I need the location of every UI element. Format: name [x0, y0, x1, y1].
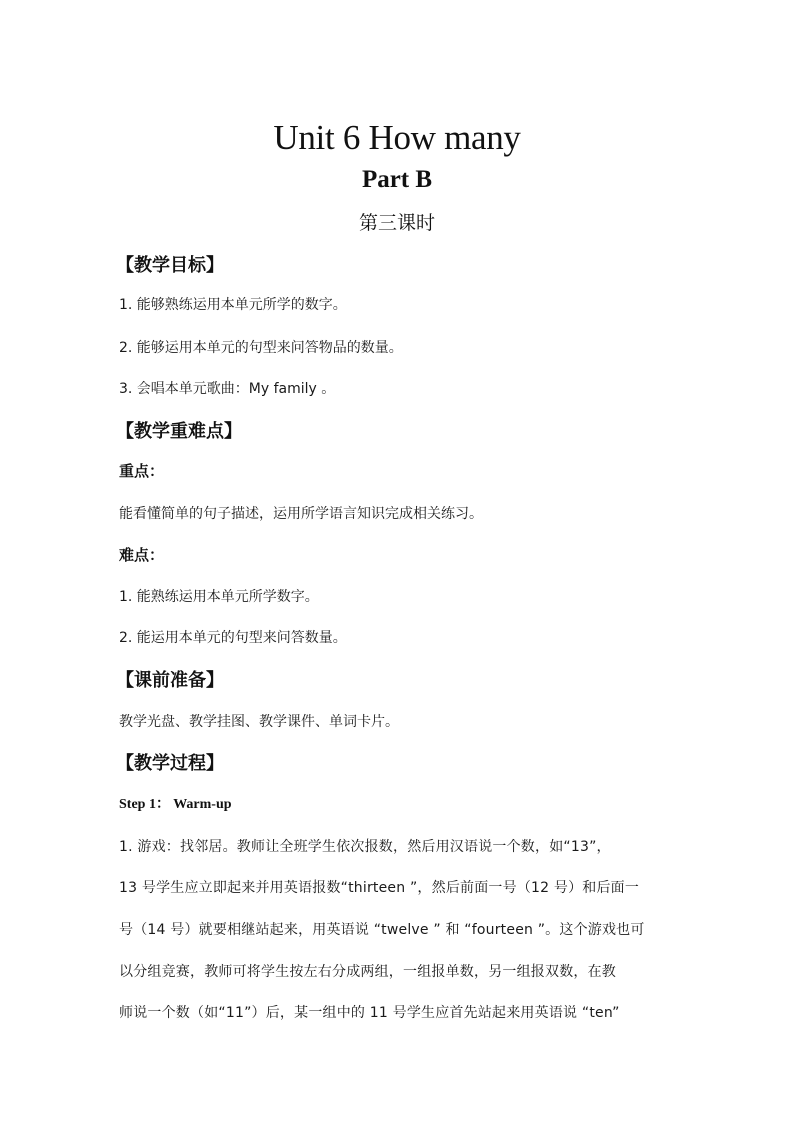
objective-item: 3. 会唱本单元歌曲：My family 。 [119, 381, 336, 397]
paragraph-line: 号（14 号）就要相继站起来，用英语说 “twelve ” 和 “fourteen ”。这个游戏也可 [119, 922, 645, 938]
focus-label: 重点： [119, 462, 165, 480]
key-points-heading: 【教学重难点】 [116, 421, 242, 442]
difficulty-item: 2. 能运用本单元的句型来问答数量。 [119, 630, 347, 646]
lesson-label: 第三课时 [358, 212, 435, 234]
process-heading: 【教学过程】 [116, 753, 224, 774]
focus-text: 能看懂简单的句子描述，运用所学语言知识完成相关练习。 [119, 506, 483, 522]
step-label: Step 1： Warm-up [119, 797, 232, 812]
document-subtitle: Part B [361, 166, 433, 193]
objective-item: 2. 能够运用本单元的句型来问答物品的数量。 [119, 340, 403, 356]
paragraph-line: 13 号学生应立即起来并用英语报数“thirteen ”，然后前面一号（12 号）和后面一 [119, 880, 640, 896]
objectives-heading: 【教学目标】 [116, 255, 224, 276]
paragraph-line: 师说一个数（如“11”）后，某一组中的 11 号学生应首先站起来用英语说 “ten” [119, 1005, 620, 1021]
objective-item: 1. 能够熟练运用本单元所学的数字。 [119, 297, 347, 313]
document-title: Unit 6 How many [273, 118, 521, 157]
paragraph-line: 1. 游戏：找邻居。教师让全班学生依次报数，然后用汉语说一个数，如“13”， [119, 839, 611, 855]
paragraph-line: 以分组竞赛，教师可将学生按左右分成两组，一组报单数，另一组报双数，在教 [119, 964, 616, 980]
preparation-heading: 【课前准备】 [116, 670, 224, 691]
preparation-text: 教学光盘、教学挂图、教学课件、单词卡片。 [119, 714, 399, 730]
difficulty-label: 难点： [119, 546, 165, 564]
difficulty-item: 1. 能熟练运用本单元所学数字。 [119, 589, 319, 605]
